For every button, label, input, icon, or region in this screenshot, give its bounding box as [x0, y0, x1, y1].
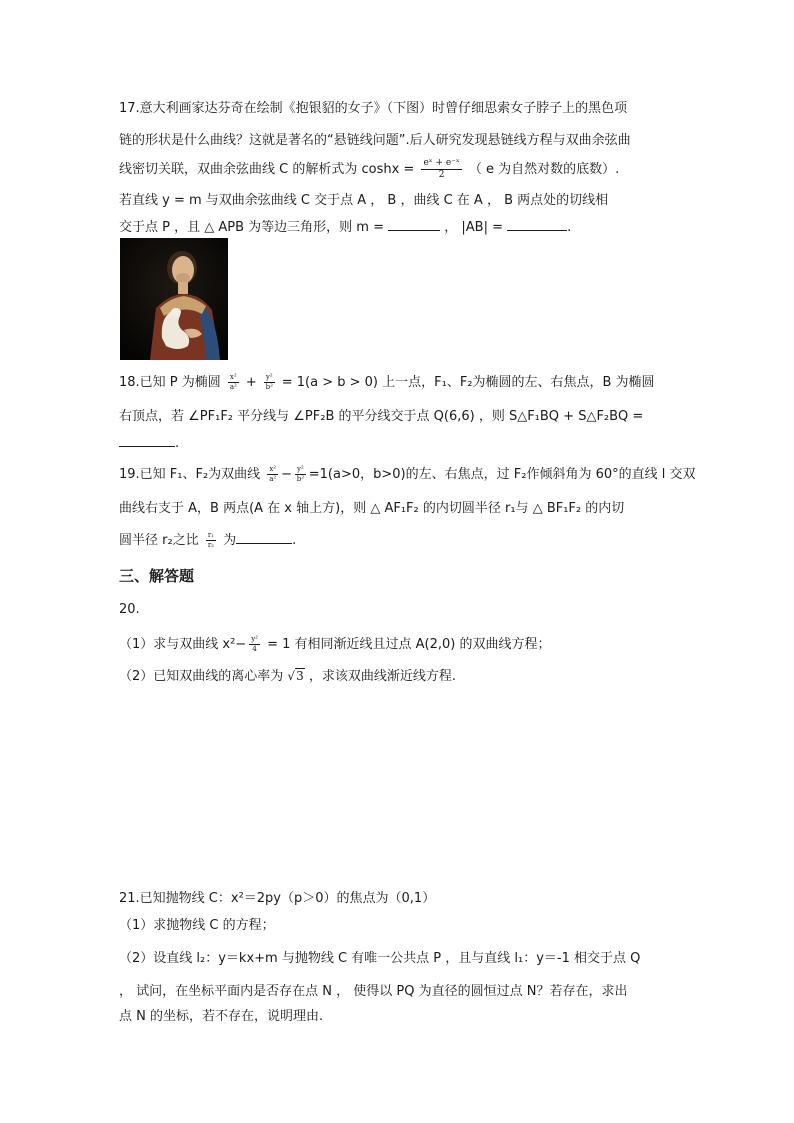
- q17-line-3: [119, 159, 619, 180]
- ellipse-y-numerator: y²: [265, 373, 273, 381]
- q20-number: 20.: [119, 602, 140, 617]
- q20-part-1-tail: = 1 有相同渐近线且过点 A(2,0) 的双曲线方程；: [262, 637, 551, 652]
- section-heading-answers: 三、解答题: [119, 567, 195, 585]
- q20-part-1-text: （1）求与双曲线 x²−: [119, 637, 247, 652]
- radius-ratio-fraction: [206, 532, 216, 549]
- q18-line-1-text: 18.已知 P 为椭圆: [119, 375, 225, 390]
- painting-image: [120, 238, 228, 360]
- hyperbola-x-denominator: a²: [269, 475, 277, 483]
- q21-line-3: （2）设直线 l₂：y＝kx+m 与抛物线 C 有唯一公共点 P ，且与直线 l₁：y＝-1 相交于点 Q: [119, 951, 641, 966]
- q18-line-3-end: .: [175, 436, 180, 451]
- q19-line-3: [119, 531, 296, 550]
- cosh-fraction: [421, 159, 461, 180]
- q17-line-5-mid: ， |AB| =: [440, 220, 508, 235]
- q17-line-2: 链的形状是什么曲线？这就是著名的“悬链线问题”.后人研究发现悬链线方程与双曲余弦曲: [119, 133, 631, 148]
- q18-line-1-tail: = 1(a > b > 0) 上一点，F₁、F₂为椭圆的左、右焦点，B 为椭圆: [277, 375, 655, 390]
- q19-minus: −: [281, 467, 292, 482]
- hyperbola-x-numerator: x²: [269, 465, 277, 473]
- q19-line-1-text: 19.已知 F₁、F₂为双曲线: [119, 467, 265, 482]
- q19-line-3-mid: 为: [218, 533, 237, 548]
- q19-line-3-end: .: [292, 533, 297, 548]
- lady-with-ermine-painting: [120, 238, 228, 360]
- ellipse-x-numerator: x²: [229, 373, 237, 381]
- q20-part-2: [119, 667, 456, 686]
- hyperbola-y-numerator: y²: [297, 465, 304, 473]
- q20-fraction: [249, 636, 260, 653]
- q20-fraction-numerator: y²: [251, 635, 258, 643]
- q20-part-2-text: （2）已知双曲线的离心率为: [119, 669, 288, 684]
- q19-line-3-text: 圆半径 r₂之比: [119, 533, 203, 548]
- q17-line-5-text: 交于点 P ，且 △ APB 为等边三角形，则 m =: [119, 220, 389, 235]
- q18-line-3: [119, 434, 179, 453]
- answer-blank-ab[interactable]: [507, 218, 567, 231]
- hyperbola-y-denominator: b²: [296, 475, 305, 483]
- q21-line-2: （1）求抛物线 C 的方程；: [119, 918, 275, 933]
- ellipse-x-denominator: a²: [229, 383, 237, 391]
- q17-line-5: [119, 218, 571, 237]
- q21-line-5: 点 N 的坐标，若不存在，说明理由.: [119, 1009, 324, 1024]
- q20-part-2-tail: ，求该双曲线渐近线方程.: [304, 669, 456, 684]
- hyperbola-x-fraction: [267, 466, 278, 483]
- cosh-numerator: eˣ + e⁻ˣ: [423, 158, 460, 168]
- sqrt-radicand: 3: [296, 669, 304, 683]
- q20-fraction-denominator: 4: [252, 645, 257, 653]
- q19-line-1-tail: =1(a>0，b>0)的左、右焦点，过 F₂作倾斜角为 60°的直线 l 交双: [308, 467, 696, 482]
- answer-blank-m[interactable]: [388, 218, 440, 231]
- ellipse-x-fraction: [228, 374, 239, 391]
- answer-blank-area[interactable]: [119, 434, 175, 447]
- ellipse-y-fraction: [264, 374, 275, 391]
- hyperbola-y-fraction: [295, 466, 306, 483]
- answer-blank-ratio[interactable]: [236, 531, 292, 544]
- q17-line-5-end: .: [567, 220, 572, 235]
- q18-plus: +: [241, 375, 261, 390]
- radius-ratio-numerator: r₁: [207, 531, 214, 539]
- radius-ratio-denominator: r₂: [207, 541, 214, 549]
- q17-line-3-text: 线密切关联，双曲余弦曲线 C 的解析式为 coshx =: [119, 162, 419, 177]
- q19-line-2: 曲线右支于 A，B 两点(A 在 x 轴上方)，则 △ AF₁F₂ 的内切圆半径 r₁与 △ BF₁F₂ 的内切: [119, 501, 625, 516]
- q20-part-1: [119, 636, 551, 654]
- q17-line-4: 若直线 y = m 与双曲余弦曲线 C 交于点 A ， B ，曲线 C 在 A ， B 两点处的切线相: [119, 193, 609, 208]
- ellipse-y-denominator: b²: [265, 383, 273, 391]
- q17-line-1: 17.意大利画家达芬奇在绘制《抱银貂的女子》（下图）时曾仔细思索女子脖子上的黑色项: [119, 101, 628, 116]
- q18-line-2: 右顶点，若 ∠PF₁F₂ 平分线与 ∠PF₂B 的平分线交于点 Q(6,6) ，则 S△F₁BQ + S△F₂BQ =: [119, 409, 644, 424]
- cosh-denominator: 2: [438, 170, 445, 180]
- q21-line-1: 21.已知抛物线 C：x²＝2py（p＞0）的焦点为（0,1）: [119, 891, 436, 906]
- sqrt-three: √3: [287, 669, 304, 683]
- q17-line-3-tail: （ e 为自然对数的底数）.: [464, 162, 620, 177]
- q18-line-1: [119, 374, 655, 392]
- q19-line-1: [119, 466, 696, 484]
- q21-line-4: ， 试问，在坐标平面内是否存在点 N ， 使得以 PQ 为直径的圆恒过点 N？若存在，求出: [119, 984, 628, 999]
